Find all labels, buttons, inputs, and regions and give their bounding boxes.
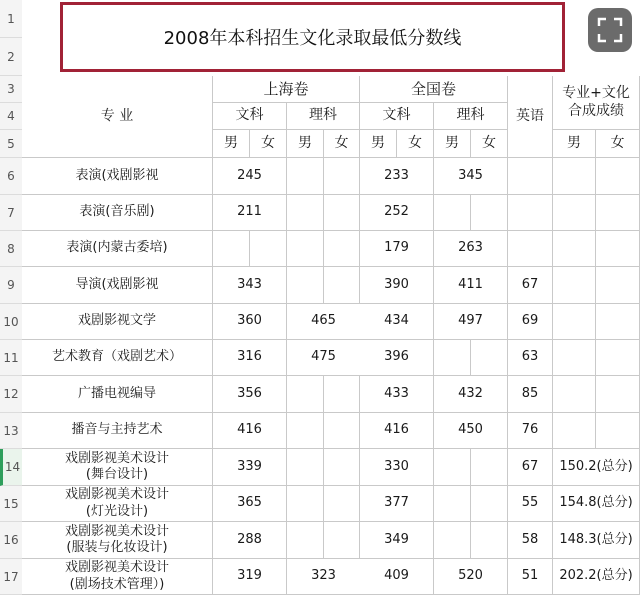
- sh-science-female[interactable]: [324, 231, 360, 267]
- combined-male[interactable]: [553, 340, 596, 376]
- major-name[interactable]: 戏剧影视美术设计 (灯光设计): [22, 486, 213, 522]
- sh-arts-male[interactable]: 416: [213, 413, 287, 449]
- row-number[interactable]: 11: [0, 340, 22, 376]
- sh-science-male[interactable]: 465: [287, 304, 361, 340]
- english-score[interactable]: 67: [508, 267, 553, 304]
- combined-score[interactable]: 148.3(总分): [553, 522, 640, 559]
- header-male[interactable]: 男: [360, 130, 397, 158]
- row-number[interactable]: 3: [0, 76, 22, 103]
- row-number[interactable]: 13: [0, 413, 22, 449]
- header-sh-arts[interactable]: 文科: [213, 103, 287, 130]
- row-number[interactable]: 5: [0, 130, 22, 158]
- header-female[interactable]: 女: [596, 130, 640, 158]
- nat-arts-male[interactable]: 433: [360, 376, 434, 413]
- combined-male[interactable]: [553, 267, 596, 304]
- sh-science-female[interactable]: [324, 195, 360, 231]
- english-score[interactable]: 51: [508, 559, 553, 595]
- sh-science-male[interactable]: [287, 413, 324, 449]
- header-nat-science[interactable]: 理科: [434, 103, 508, 130]
- row-number[interactable]: 16: [0, 522, 22, 559]
- nat-science-female[interactable]: [471, 486, 508, 522]
- combined-female[interactable]: [596, 195, 640, 231]
- header-sh-science[interactable]: 理科: [287, 103, 360, 130]
- sh-science-male[interactable]: [287, 195, 324, 231]
- header-female[interactable]: 女: [324, 130, 360, 158]
- combined-female[interactable]: [596, 231, 640, 267]
- nat-arts-male[interactable]: 396: [360, 340, 434, 376]
- sh-arts-male[interactable]: 245: [213, 158, 287, 195]
- sh-science-female[interactable]: [324, 449, 360, 486]
- row-number[interactable]: 8: [0, 231, 22, 267]
- row-number[interactable]: 2: [0, 38, 22, 76]
- english-score[interactable]: 85: [508, 376, 553, 413]
- sh-arts-male[interactable]: 365: [213, 486, 287, 522]
- combined-female[interactable]: [596, 340, 640, 376]
- row-number[interactable]: 15: [0, 486, 22, 522]
- nat-science-female[interactable]: [471, 449, 508, 486]
- combined-male[interactable]: [553, 231, 596, 267]
- header-combined[interactable]: 专业+文化 合成成绩: [553, 76, 640, 130]
- combined-female[interactable]: [596, 304, 640, 340]
- nat-science-male[interactable]: 263: [434, 231, 508, 267]
- combined-score[interactable]: 150.2(总分): [553, 449, 640, 486]
- english-score[interactable]: 63: [508, 340, 553, 376]
- header-shanghai[interactable]: 上海卷: [213, 76, 360, 103]
- combined-male[interactable]: [553, 304, 596, 340]
- nat-arts-male[interactable]: 416: [360, 413, 434, 449]
- nat-science-male[interactable]: [434, 195, 471, 231]
- sh-science-male[interactable]: 475: [287, 340, 361, 376]
- combined-male[interactable]: [553, 158, 596, 195]
- major-name[interactable]: 广播电视编导: [22, 376, 213, 413]
- nat-science-female[interactable]: [471, 522, 508, 559]
- row-number[interactable]: 10: [0, 304, 22, 340]
- sh-science-male[interactable]: [287, 522, 324, 559]
- sh-science-male[interactable]: [287, 267, 324, 304]
- sh-arts-male[interactable]: 319: [213, 559, 287, 595]
- sh-arts-female[interactable]: [250, 231, 287, 267]
- nat-science-male[interactable]: 450: [434, 413, 508, 449]
- english-score[interactable]: 67: [508, 449, 553, 486]
- english-score[interactable]: 76: [508, 413, 553, 449]
- header-male[interactable]: 男: [434, 130, 471, 158]
- nat-science-male[interactable]: 345: [434, 158, 508, 195]
- header-female[interactable]: 女: [250, 130, 287, 158]
- major-name[interactable]: 表演(戏剧影视: [22, 158, 213, 195]
- nat-science-female[interactable]: [471, 195, 508, 231]
- header-male[interactable]: 男: [213, 130, 250, 158]
- nat-science-male[interactable]: [434, 449, 471, 486]
- sh-arts-male[interactable]: 343: [213, 267, 287, 304]
- major-name[interactable]: 播音与主持艺术: [22, 413, 213, 449]
- header-national[interactable]: 全国卷: [360, 76, 508, 103]
- nat-science-male[interactable]: 520: [434, 559, 508, 595]
- nat-science-male[interactable]: [434, 522, 471, 559]
- combined-male[interactable]: [553, 195, 596, 231]
- nat-arts-male[interactable]: 233: [360, 158, 434, 195]
- nat-arts-male[interactable]: 252: [360, 195, 434, 231]
- nat-science-male[interactable]: 497: [434, 304, 508, 340]
- sh-arts-male[interactable]: 288: [213, 522, 287, 559]
- row-number[interactable]: 14: [0, 449, 22, 486]
- sheet-title[interactable]: 2008年本科招生文化录取最低分数线: [60, 2, 565, 72]
- sh-science-female[interactable]: [324, 376, 360, 413]
- english-score[interactable]: [508, 195, 553, 231]
- sh-science-male[interactable]: [287, 449, 324, 486]
- sh-science-female[interactable]: [324, 158, 360, 195]
- row-number[interactable]: 12: [0, 376, 22, 413]
- header-male[interactable]: 男: [287, 130, 324, 158]
- row-number[interactable]: 4: [0, 103, 22, 130]
- english-score[interactable]: [508, 158, 553, 195]
- header-male[interactable]: 男: [553, 130, 596, 158]
- nat-science-male[interactable]: [434, 340, 471, 376]
- combined-female[interactable]: [596, 413, 640, 449]
- nat-arts-male[interactable]: 390: [360, 267, 434, 304]
- nat-arts-male[interactable]: 409: [360, 559, 434, 595]
- nat-arts-male[interactable]: 377: [360, 486, 434, 522]
- major-name[interactable]: 表演(内蒙古委培): [22, 231, 213, 267]
- sh-arts-male[interactable]: 316: [213, 340, 287, 376]
- sh-arts-male[interactable]: 356: [213, 376, 287, 413]
- header-english[interactable]: 英语: [508, 76, 553, 158]
- major-name[interactable]: 表演(音乐剧): [22, 195, 213, 231]
- nat-arts-male[interactable]: 179: [360, 231, 434, 267]
- nat-arts-male[interactable]: 434: [360, 304, 434, 340]
- major-name[interactable]: 戏剧影视美术设计 (剧场技术管理）): [22, 559, 213, 595]
- row-number[interactable]: 7: [0, 195, 22, 231]
- sh-science-male[interactable]: 323: [287, 559, 361, 595]
- sh-science-male[interactable]: [287, 158, 324, 195]
- sh-arts-male[interactable]: [213, 231, 250, 267]
- nat-science-male[interactable]: [434, 486, 471, 522]
- sh-arts-male[interactable]: 339: [213, 449, 287, 486]
- nat-science-female[interactable]: [471, 340, 508, 376]
- sh-science-female[interactable]: [324, 413, 360, 449]
- sh-science-female[interactable]: [324, 486, 360, 522]
- row-number[interactable]: 9: [0, 267, 22, 304]
- english-score[interactable]: [508, 231, 553, 267]
- sh-arts-male[interactable]: 211: [213, 195, 287, 231]
- english-score[interactable]: 69: [508, 304, 553, 340]
- combined-male[interactable]: [553, 413, 596, 449]
- major-name[interactable]: 戏剧影视美术设计 (舞台设计): [22, 449, 213, 486]
- expand-icon: [597, 17, 623, 43]
- expand-button[interactable]: [588, 8, 632, 52]
- combined-female[interactable]: [596, 158, 640, 195]
- combined-female[interactable]: [596, 267, 640, 304]
- row-number[interactable]: 6: [0, 158, 22, 195]
- sh-arts-male[interactable]: 360: [213, 304, 287, 340]
- major-name[interactable]: 戏剧影视美术设计 (服装与化妆设计): [22, 522, 213, 559]
- major-name[interactable]: 艺术教育（戏剧艺术）: [22, 340, 213, 376]
- english-score[interactable]: 55: [508, 486, 553, 522]
- nat-arts-male[interactable]: 330: [360, 449, 434, 486]
- combined-male[interactable]: [553, 376, 596, 413]
- sh-science-male[interactable]: [287, 231, 324, 267]
- nat-science-male[interactable]: 411: [434, 267, 508, 304]
- nat-arts-male[interactable]: 349: [360, 522, 434, 559]
- sh-science-male[interactable]: [287, 376, 324, 413]
- header-female[interactable]: 女: [471, 130, 508, 158]
- english-score[interactable]: 58: [508, 522, 553, 559]
- row-number[interactable]: 17: [0, 559, 22, 595]
- major-name[interactable]: 导演(戏剧影视: [22, 267, 213, 304]
- major-name[interactable]: 戏剧影视文学: [22, 304, 213, 340]
- combined-score[interactable]: 154.8(总分): [553, 486, 640, 522]
- nat-science-male[interactable]: 432: [434, 376, 508, 413]
- header-nat-arts[interactable]: 文科: [360, 103, 434, 130]
- header-female[interactable]: 女: [397, 130, 434, 158]
- header-major[interactable]: 专 业: [22, 76, 213, 158]
- row-number[interactable]: 1: [0, 0, 22, 38]
- sh-science-male[interactable]: [287, 486, 324, 522]
- combined-score[interactable]: 202.2(总分): [553, 559, 640, 595]
- sh-science-female[interactable]: [324, 267, 360, 304]
- combined-female[interactable]: [596, 376, 640, 413]
- sh-science-female[interactable]: [324, 522, 360, 559]
